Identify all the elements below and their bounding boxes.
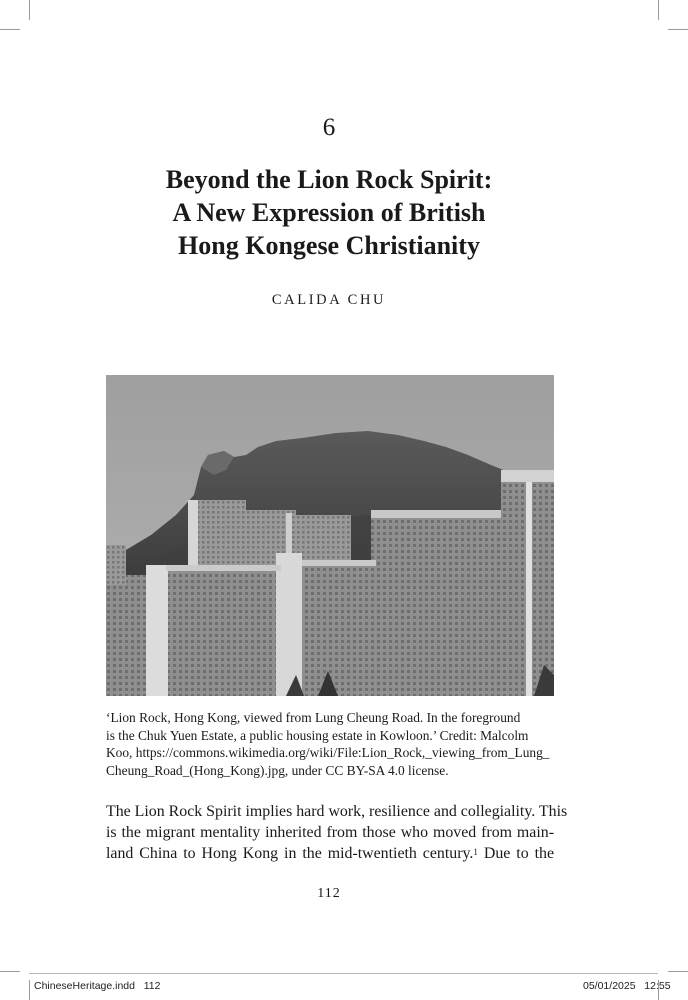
crop-mark (0, 29, 20, 30)
lion-rock-photo-illustration (106, 375, 554, 696)
page-number: 112 (317, 886, 341, 901)
slug-datetime: 05/01/2025 12:55 (583, 980, 671, 992)
caption-line: is the Chuk Yuen Estate, a public housing estate in Kowloon.’ Credit: Malcolm (106, 727, 529, 743)
body-line-text: land China to Hong Kong in the mid-twentieth century. (106, 845, 474, 863)
caption-line: Koo, https://commons.wikimedia.org/wiki/File:Lion_Rock,_viewing_from_Lung_ (106, 745, 550, 761)
chapter-title-line: Beyond the Lion Rock Spirit: (165, 165, 493, 194)
body-line-text: Due to the (477, 845, 554, 863)
body-paragraph (106, 801, 568, 865)
crop-mark (668, 971, 688, 972)
body-line: The Lion Rock Spirit implies hard work, resilience and collegiality. This (106, 803, 568, 820)
author-name: CALIDA CHU (271, 292, 387, 308)
chapter-title (0, 163, 658, 262)
chapter-number: 6 (322, 114, 336, 141)
slug-filename: ChineseHeritage.indd 112 (34, 980, 161, 992)
crop-mark (0, 971, 20, 972)
crop-mark (29, 0, 30, 20)
figure-photo (106, 375, 554, 696)
crop-mark (658, 0, 659, 20)
crop-mark (668, 29, 688, 30)
body-line: is the migrant mentality inherited from those who moved from main- (106, 824, 554, 842)
chapter-title-line: A New Expression of British (172, 198, 486, 227)
caption-line: ‘Lion Rock, Hong Kong, viewed from Lung Cheung Road. In the foreground (106, 710, 521, 725)
figure-caption (106, 709, 554, 779)
caption-line: Cheung_Road_(Hong_Kong).jpg, under CC BY-SA 4.0 license. (106, 762, 449, 778)
chapter-title-line: Hong Kongese Christianity (178, 231, 480, 260)
body-line (106, 843, 554, 864)
footnote-marker[interactable]: 1 (473, 847, 478, 858)
